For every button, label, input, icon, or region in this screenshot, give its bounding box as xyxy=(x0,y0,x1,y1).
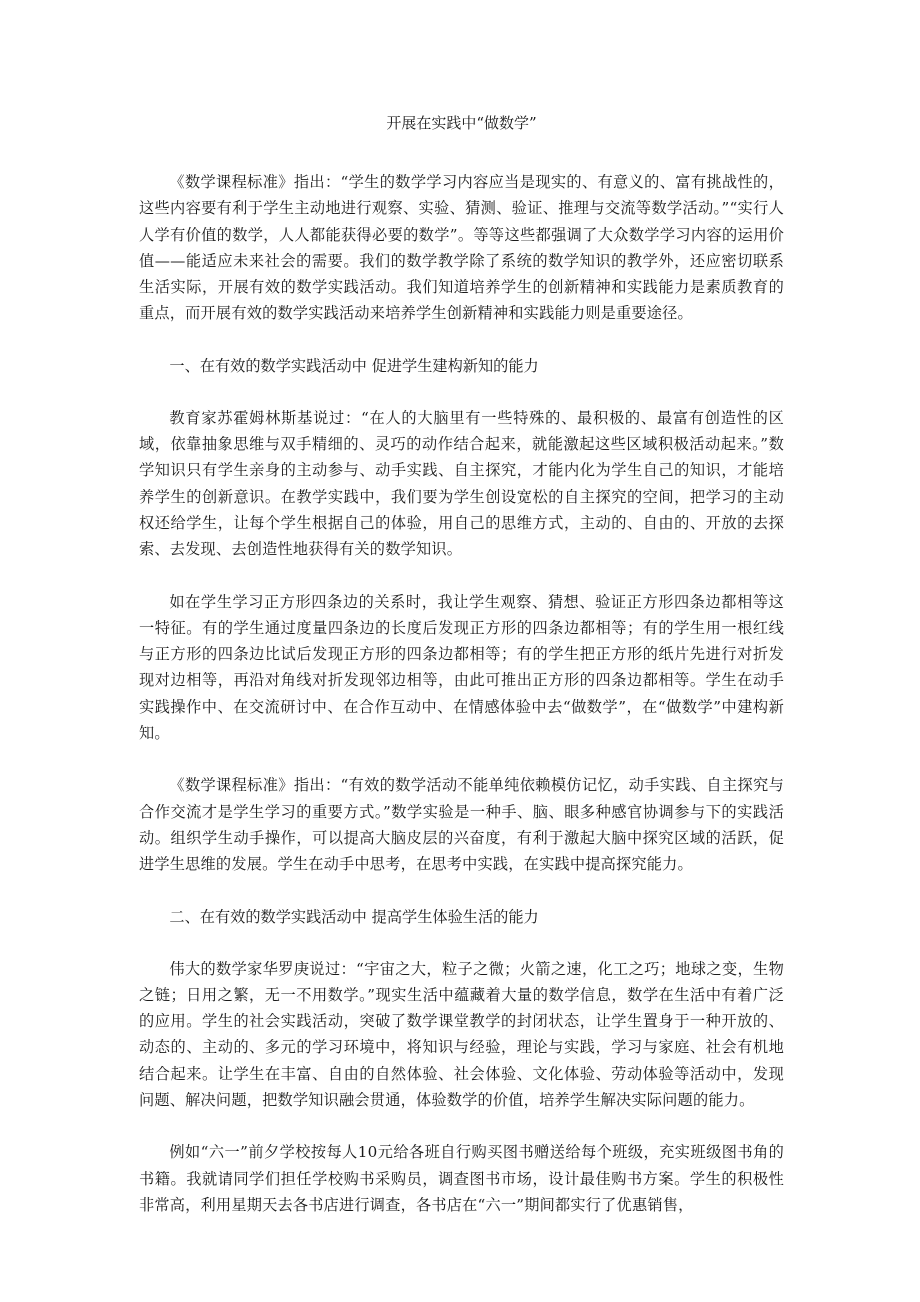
paragraph-gap xyxy=(139,930,784,956)
section-heading-2: 二、在有效的数学实践活动中 提高学生体验生活的能力 xyxy=(169,907,539,926)
document-page xyxy=(139,111,784,1218)
paragraph-gap xyxy=(139,1113,784,1139)
section-heading-1: 一、在有效的数学实践活动中 促进学生建构新知的能力 xyxy=(169,356,539,375)
paragraph-gap xyxy=(139,746,784,772)
paragraph-curriculum-standard: 《数学课程标准》指出：“有效的数学活动不能单纯依赖模仿记忆，动手实践、自主探究与合作交流才是学生学习的重要方式。”数学实验是一种手、脑、眼多种感官协调参与下的实践活动。组织学生动手操作，可以提高大脑皮层的兴奋度，有利于激起大脑中探究区域的活跃，促进学生思维的发展。学生在动手中思考，在思考中实践，在实践中提高探究能力。 xyxy=(139,776,784,874)
paragraph-book-purchase-example: 例如“六一”前夕学校按每人10元给各班自行购买图书赠送给每个班级，充实班级图书角的书籍。我就请同学们担任学校购书采购员，调查图书市场，设计最佳购书方案。学生的积极性非常高，利用星期天去各书店进行调查，各书店在“六一”期间都实行了优惠销售， xyxy=(139,1143,784,1214)
paragraph-gap xyxy=(139,379,784,405)
paragraph-gap xyxy=(139,878,784,904)
paragraph-square-example: 如在学生学习正方形四条边的关系时，我让学生观察、猜想、验证正方形四条边都相等这一特征。有的学生通过度量四条边的长度后发现正方形的四条边都相等；有的学生用一根红线与正方形的四条边比试后发现正方形的四条边都相等；有的学生把正方形的纸片先进行对折发现对边相等，再沿对角线对折发现邻边相等，由此可推出正方形的四条边都相等。学生在动手实践操作中、在交流研讨中、在合作互动中、在情感体验中去“做数学”，在“做数学”中建构新知。 xyxy=(139,592,784,743)
paragraph-suhomlinsky: 教育家苏霍姆林斯基说过：“在人的大脑里有一些特殊的、最积极的、最富有创造性的区域，依靠抽象思维与双手精细的、灵巧的动作结合起来，就能激起这些区域积极活动起来。”数学知识只有学生亲身的主动参与、动手实践、自主探究，才能内化为学生自己的知识，才能培养学生的创新意识。在教学实践中，我们要为学生创设宽松的自主探究的空间，把学习的主动权还给学生，让每个学生根据自己的体验，用自己的思维方式，主动的、自由的、开放的去探索、去发现、去创造性地获得有关的数学知识。 xyxy=(139,408,784,559)
paragraph-intro: 《数学课程标准》指出：“学生的数学学习内容应当是现实的、有意义的、富有挑战性的，这些内容要有利于学生主动地进行观察、实验、猜测、验证、推理与交流等数学活动。”“实行人人学有价值的数学，人人都能获得必要的数学”。等等这些都强调了大众数学学习内容的运用价值——能适应未来社会的需要。我们的数学教学除了系统的数学知识的教学外，还应密切联系生活实际，开展有效的数学实践活动。我们知道培养学生的创新精神和实践能力是素质教育的重点，而开展有效的数学实践活动来培养学生创新精神和实践能力则是重要途径。 xyxy=(139,173,784,323)
paragraph-gap xyxy=(139,327,784,353)
document-title: 开展在实践中“做数学” xyxy=(386,114,537,132)
paragraph-gap xyxy=(139,563,784,589)
paragraph-hua-luogeng: 伟大的数学家华罗庚说过：“宇宙之大，粒子之微；火箭之速，化工之巧；地球之变，生物之链；日用之繁，无一不用数学。”现实生活中蕴藏着大量的数学信息，数学在生活中有着广泛的应用。学生的社会实践活动，突破了数学课堂教学的封闭状态，让学生置身于一种开放的、动态的、主动的、多元的学习环境中，将知识与经验，理论与实践，学习与家庭、社会有机地结合起来。让学生在丰富、自由的自然体验、社会体验、文化体验、劳动体验等活动中，发现问题、解决问题，把数学知识融会贯通，体验数学的价值，培养学生解决实际问题的能力。 xyxy=(139,959,784,1110)
